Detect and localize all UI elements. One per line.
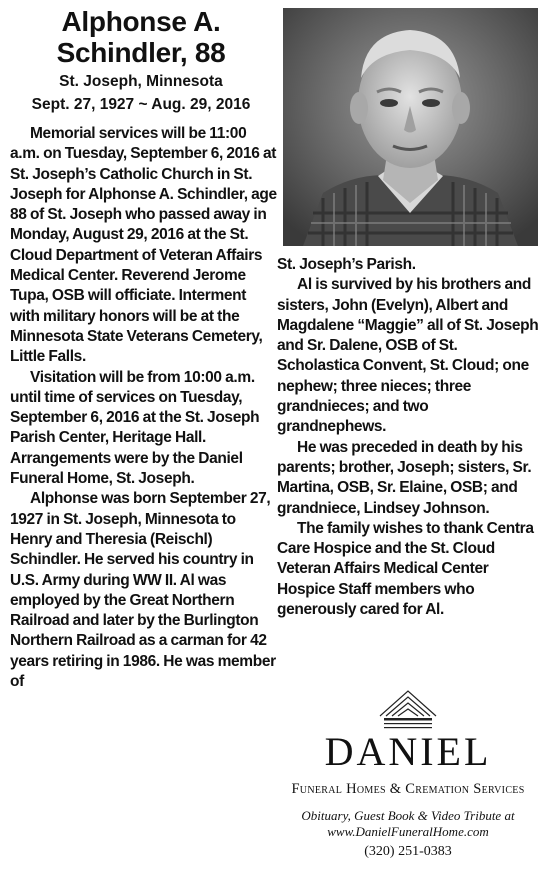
website-text: www.DanielFuneralHome.com [327,824,489,839]
funeral-home-subtitle: Funeral Homes & Cremation Services [291,781,525,797]
paragraph-thanks: The family wishes to thank Centra Care Hospice and the St. Cloud Veteran Affairs Medical Center Hospice Staff members who generously cared for Al. [277,519,534,619]
name-line-1: Alphonse A. [61,6,221,37]
location: St. Joseph, Minnesota [59,73,223,90]
paragraph-survivors: Al is survived by his brothers and sisters, John (Evelyn), Albert and Magdalene “Maggie” all of St. Joseph and Sr. Dalene, OSB of St. Scholastica Convent, St. Cloud; one nephew; three nieces; three grandnieces; and two grandnephews. [277,276,539,436]
name-line-2: Schindler, 88 [56,37,226,68]
life-dates: Sept. 27, 1927 ~ Aug. 29, 2016 [31,96,251,113]
left-column [10,124,278,692]
paragraph-preceded: He was preceded in death by his parents; brother, Joseph; sisters, Sr. Martina, OSB, Sr. Elaine, OSB; and grandniece, Lindsey Johnson. [277,438,532,517]
paragraph-parish-continued: St. Joseph’s Parish. [277,256,416,273]
paragraph-visitation: Visitation will be from 10:00 a.m. until time of services on Tuesday, September 6, 2016 at the St. Joseph Parish Center, Heritage Hall. Arrangements were by the Daniel Funeral Home, St. Joseph. [10,368,260,488]
right-column [277,255,539,620]
funeral-home-name: DANIEL [324,729,492,774]
paragraph-biography: Alphonse was born September 27, 1927 in St. Joseph, Minnesota to Henry and Theresia (Reischl) Schindler. He served his country in U.S. Army during WW II. Al was employed by the Great Northern Railroad and later by the Burlington Northern Railroad as a carman for 42 years retiring in 1986. He was member of [10,490,276,691]
portrait-photo [283,8,538,246]
phone-number: (320) 251-0383 [364,844,452,859]
house-logo-icon [378,688,438,734]
paragraph-services: Memorial services will be 11:00 a.m. on Tuesday, September 6, 2016 at St. Joseph’s Catholic Church in St. Joseph for Alphonse A. Schindler, age 88 of St. Joseph who passed away in Monday, August 29, 2016 at the St. Cloud Department of Veteran Affairs Medical Center. Reverend Jerome Tupa, OSB will officiate. Interment with military honors will be at the Minnesota State Veterans Cemetery, Little Falls. [10,125,277,366]
tribute-text: Obituary, Guest Book & Video Tribute at [301,808,515,823]
obituary-name [10,6,272,68]
funeral-home-logo-block [273,688,543,878]
